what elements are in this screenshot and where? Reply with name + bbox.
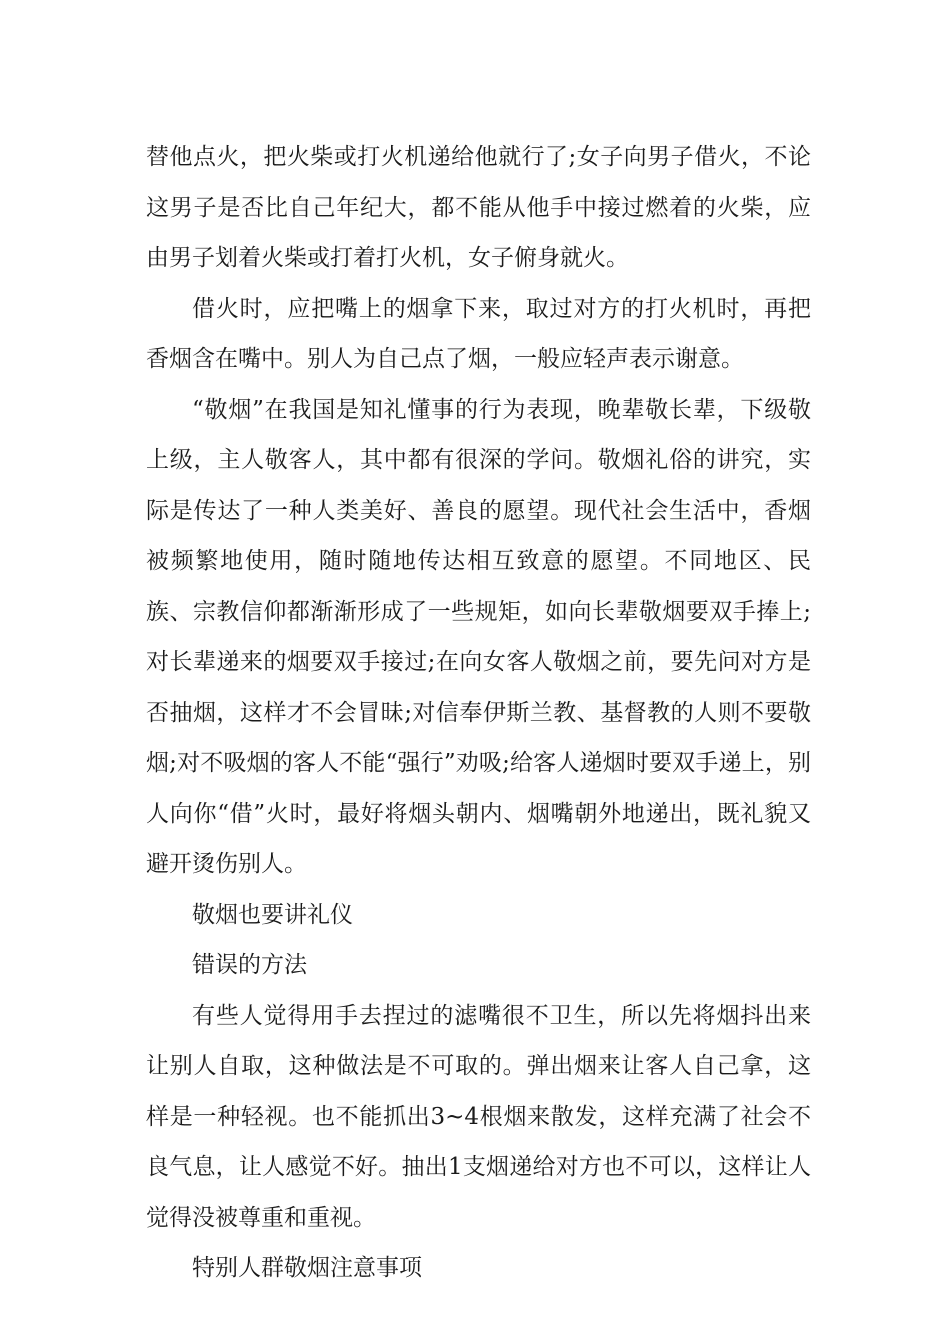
section-heading-1: 敬烟也要讲礼仪 bbox=[192, 901, 353, 928]
paragraph-3: “敬烟”在我国是知礼懂事的行为表现，晚辈敬长辈，下级敬上级，主人敬客人，其中都有很深的学问。敬烟礼俗的讲究，实际是传达了一种人类美好、善良的愿望。现代社会生活中，香烟被频繁地使用，随时随地传达相互致意的愿望。不同地区、民族、宗教信仰都渐渐形成了一些规矩，如向长辈敬烟要双手捧上;对长辈递来的烟要双手接过;在向女客人敬烟之前，要先问对方是否抽烟，这样才不会冒昧;对信奉伊斯兰教、基督教的人则不要敬烟;对不吸烟的客人不能“强行”劝吸;给客人递烟时要双手递上，别人向你“借”火时，最好将烟头朝内、烟嘴朝外地递出，既礼貌又避开烫伤别人。 bbox=[146, 396, 811, 877]
paragraph-4: 有些人觉得用手去捏过的滤嘴很不卫生，所以先将烟抖出来让别人自取，这种做法是不可取的。弹出烟来让客人自己拿，这样是一种轻视。也不能抓出3~4根烟来散发，这样充满了社会不良气息，让人感觉不好。抽出1支烟递给对方也不可以，这样让人觉得没被尊重和重视。 bbox=[146, 1002, 811, 1231]
section-heading-2: 错误的方法 bbox=[192, 952, 307, 978]
document-body bbox=[146, 132, 811, 1294]
paragraph-1: 替他点火，把火柴或打火机递给他就行了;女子向男子借火，不论这男子是否比自己年纪大，都不能从他手中接过燃着的火柴，应由男子划着火柴或打着打火机，女子俯身就火。 bbox=[146, 144, 811, 271]
paragraph-2: 借火时，应把嘴上的烟拿下来，取过对方的打火机时，再把香烟含在嘴中。别人为自己点了烟，一般应轻声表示谢意。 bbox=[146, 295, 811, 372]
section-heading-3: 特别人群敬烟注意事项 bbox=[192, 1255, 422, 1281]
